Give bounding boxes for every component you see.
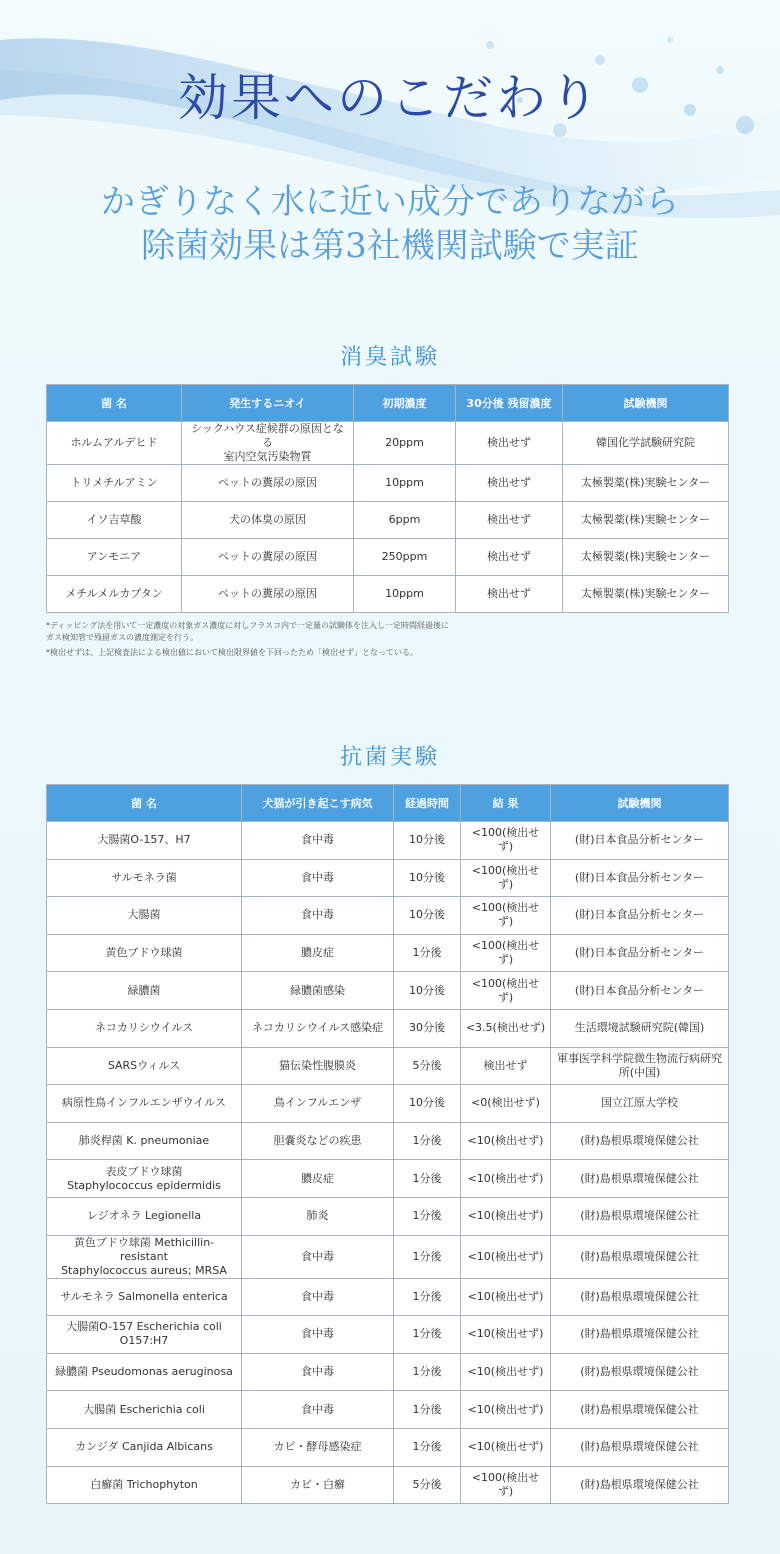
table-cell: 検出せず [461,1047,551,1085]
table-cell: (財)島根県環境保健公社 [551,1278,729,1316]
antibac-section-title: 抗菌実験 [339,745,440,770]
table-cell: 1分後 [394,1278,461,1316]
table-cell: 韓国化学試験研究院 [563,422,729,465]
table-cell: 緑膿菌 [47,972,242,1010]
table-cell: (財)島根県環境保健公社 [551,1197,729,1235]
table-row [47,1197,729,1235]
table-cell: 食中毒 [242,897,394,935]
table-cell: 大腸菌O-157 Escherichia coli O157:H7 [47,1316,242,1354]
table-row [47,1391,729,1429]
table-row [47,897,729,935]
table-cell: 猫伝染性腹膜炎 [242,1047,394,1085]
table-cell: <10(検出せず) [461,1122,551,1160]
table-cell: 膿皮症 [242,1160,394,1198]
table-row [47,1235,729,1278]
deodor-table [46,384,729,613]
table-cell: (財)日本食品分析センター [551,822,729,860]
table-cell: 1分後 [394,1316,461,1354]
table-cell: (財)島根県環境保健公社 [551,1160,729,1198]
antibac-table [46,784,729,1504]
table-cell: 太極製薬(株)実験センター [563,502,729,539]
table-row [47,576,729,613]
table-cell: (財)日本食品分析センター [551,897,729,935]
table-cell: 20ppm [354,422,456,465]
table-row [47,859,729,897]
column-header: 結 果 [461,785,551,822]
table-cell: <100(検出せず) [461,934,551,972]
table-cell: (財)島根県環境保健公社 [551,1353,729,1391]
table-cell: メチルメルカプタン [47,576,182,613]
table-cell: 犬の体臭の原因 [182,502,354,539]
table-cell: 病原性鳥インフルエンザウイルス [47,1085,242,1123]
table-cell: 10分後 [394,972,461,1010]
table-cell: 白癬菌 Trichophyton [47,1466,242,1504]
table-cell: SARSウィルス [47,1047,242,1085]
table-cell: カビ・酵母感染症 [242,1428,394,1466]
table-cell: イソ吉草酸 [47,502,182,539]
table-cell: 緑膿菌感染 [242,972,394,1010]
table-cell: <10(検出せず) [461,1428,551,1466]
table-cell: 黄色ブドウ球菌 [47,934,242,972]
table-cell: (財)島根県環境保健公社 [551,1391,729,1429]
table-cell: 1分後 [394,1197,461,1235]
table-row [47,1353,729,1391]
table-row [47,934,729,972]
table-row [47,1278,729,1316]
table-row [47,1085,729,1123]
table-cell: 10分後 [394,897,461,935]
table-cell: 250ppm [354,539,456,576]
table-cell: 大腸菌 [47,897,242,935]
table-cell: ネコカリシウイルス [47,1009,242,1047]
table-cell: 6ppm [354,502,456,539]
table-cell: 1分後 [394,1160,461,1198]
table-cell: <100(検出せず) [461,859,551,897]
table-cell: <0(検出せず) [461,1085,551,1123]
table-cell: 10分後 [394,822,461,860]
table-cell: <10(検出せず) [461,1316,551,1354]
table-cell: <3.5(検出せず) [461,1009,551,1047]
table-cell: (財)日本食品分析センター [551,972,729,1010]
note-text: *ディッピング法を用いて一定濃度の対象ガス濃度に対しフラスコ内で一定量の試験体を注入し一定時間経過後に ガス検知管で残留ガスの濃度測定を行う。 [46,621,449,642]
table-cell: レジオネラ Legionella [47,1197,242,1235]
column-header: 菌 名 [47,785,242,822]
table-cell: (財)島根県環境保健公社 [551,1428,729,1466]
table-cell: <100(検出せず) [461,1466,551,1504]
table-cell: 1分後 [394,1391,461,1429]
table-cell: <10(検出せず) [461,1391,551,1429]
table-cell: <10(検出せず) [461,1353,551,1391]
table-cell: 太極製薬(株)実験センター [563,576,729,613]
table-cell: <100(検出せず) [461,897,551,935]
table-cell: ネコカリシウイルス感染症 [242,1009,394,1047]
deodor-notes [46,620,746,662]
table-cell: 5分後 [394,1047,461,1085]
table-row [47,1122,729,1160]
table-cell: (財)島根県環境保健公社 [551,1122,729,1160]
table-row [47,1047,729,1085]
table-cell: 肺炎桿菌 K. pneumoniae [47,1122,242,1160]
table-cell: <10(検出せず) [461,1197,551,1235]
table-cell: 肺炎 [242,1197,394,1235]
table-cell: 1分後 [394,1122,461,1160]
table-cell: ペットの糞尿の原因 [182,539,354,576]
table-cell: 大腸菌O-157、H7 [47,822,242,860]
table-cell: (財)島根県環境保健公社 [551,1466,729,1504]
table-cell: 太極製薬(株)実験センター [563,465,729,502]
table-row [47,465,729,502]
table-row [47,972,729,1010]
table-cell: 10分後 [394,1085,461,1123]
table-cell: シックハウス症候群の原因となる 室内空気汚染物質 [182,422,354,465]
table-cell: <100(検出せず) [461,822,551,860]
table-cell: <10(検出せず) [461,1235,551,1278]
subtitle [0,180,780,268]
page-title: 効果へのこだわり [178,69,602,127]
table-cell: 1分後 [394,1353,461,1391]
table-cell: 検出せず [456,422,563,465]
table-cell: 5分後 [394,1466,461,1504]
table-cell: 表皮ブドウ球菌 Staphylococcus epidermidis [47,1160,242,1198]
column-header: 経過時間 [394,785,461,822]
table-cell: 10ppm [354,465,456,502]
table-row [47,1466,729,1504]
table-row [47,1316,729,1354]
deodor-section-title: 消臭試験 [339,345,440,370]
column-header: 菌 名 [47,385,182,422]
table-header-row [47,385,729,422]
table-cell: 鳥インフルエンザ [242,1085,394,1123]
column-header: 発生するニオイ [182,385,354,422]
subtitle-line-1: かぎりなく水に近い成分でありながら [101,182,679,222]
table-cell: 国立江原大学校 [551,1085,729,1123]
table-cell: <10(検出せず) [461,1160,551,1198]
table-cell: 黄色ブドウ球菌 Methicillin-resistant Staphylococcus aureus; MRSA [47,1235,242,1278]
table-cell: 食中毒 [242,1316,394,1354]
table-cell: 検出せず [456,539,563,576]
table-cell: 食中毒 [242,1278,394,1316]
note-text: *検出せずは、上記検査法による検出値において検出限界値を下回ったため「検出せず」となっている。 [46,648,418,657]
table-cell: 膿皮症 [242,934,394,972]
column-header: 30分後 残留濃度 [456,385,563,422]
table-cell: カビ・白癬 [242,1466,394,1504]
table-cell: 食中毒 [242,1235,394,1278]
column-header: 初期濃度 [354,385,456,422]
table-cell: 10ppm [354,576,456,613]
table-cell: 食中毒 [242,1353,394,1391]
subtitle-line-2: 除菌効果は第3社機関試験で実証 [141,226,639,266]
table-cell: 検出せず [456,576,563,613]
table-cell: (財)島根県環境保健公社 [551,1235,729,1278]
table-cell: 食中毒 [242,859,394,897]
table-row [47,502,729,539]
table-row [47,1428,729,1466]
table-cell: 30分後 [394,1009,461,1047]
table-cell: 食中毒 [242,1391,394,1429]
table-cell: <10(検出せず) [461,1278,551,1316]
column-header: 犬猫が引き起こす病気 [242,785,394,822]
table-cell: ペットの糞尿の原因 [182,465,354,502]
table-cell: 大腸菌 Escherichia coli [47,1391,242,1429]
deodor-table-body [47,422,729,613]
table-row [47,1009,729,1047]
table-cell: カンジダ Canjida Albicans [47,1428,242,1466]
table-cell: (財)島根県環境保健公社 [551,1316,729,1354]
table-row [47,822,729,860]
table-cell: 太極製薬(株)実験センター [563,539,729,576]
table-cell: 胆嚢炎などの疾患 [242,1122,394,1160]
table-row [47,1160,729,1198]
table-header-row [47,785,729,822]
table-row [47,422,729,465]
table-cell: 軍事医学科学院微生物流行病研究所(中国) [551,1047,729,1085]
column-header: 試験機関 [551,785,729,822]
table-cell: 10分後 [394,859,461,897]
table-cell: アンモニア [47,539,182,576]
antibac-table-body [47,822,729,1504]
table-cell: ホルムアルデヒド [47,422,182,465]
table-cell: 緑膿菌 Pseudomonas aeruginosa [47,1353,242,1391]
table-cell: 検出せず [456,465,563,502]
table-cell: 食中毒 [242,822,394,860]
table-cell: ペットの糞尿の原因 [182,576,354,613]
table-cell: (財)日本食品分析センター [551,859,729,897]
table-cell: トリメチルアミン [47,465,182,502]
table-row [47,539,729,576]
column-header: 試験機関 [563,385,729,422]
table-cell: 1分後 [394,1235,461,1278]
table-cell: (財)日本食品分析センター [551,934,729,972]
table-cell: 検出せず [456,502,563,539]
table-cell: サルモネラ菌 [47,859,242,897]
table-cell: サルモネラ Salmonella enterica [47,1278,242,1316]
table-cell: 1分後 [394,1428,461,1466]
table-cell: 1分後 [394,934,461,972]
table-cell: <100(検出せず) [461,972,551,1010]
table-cell: 生活環境試験研究院(韓国) [551,1009,729,1047]
